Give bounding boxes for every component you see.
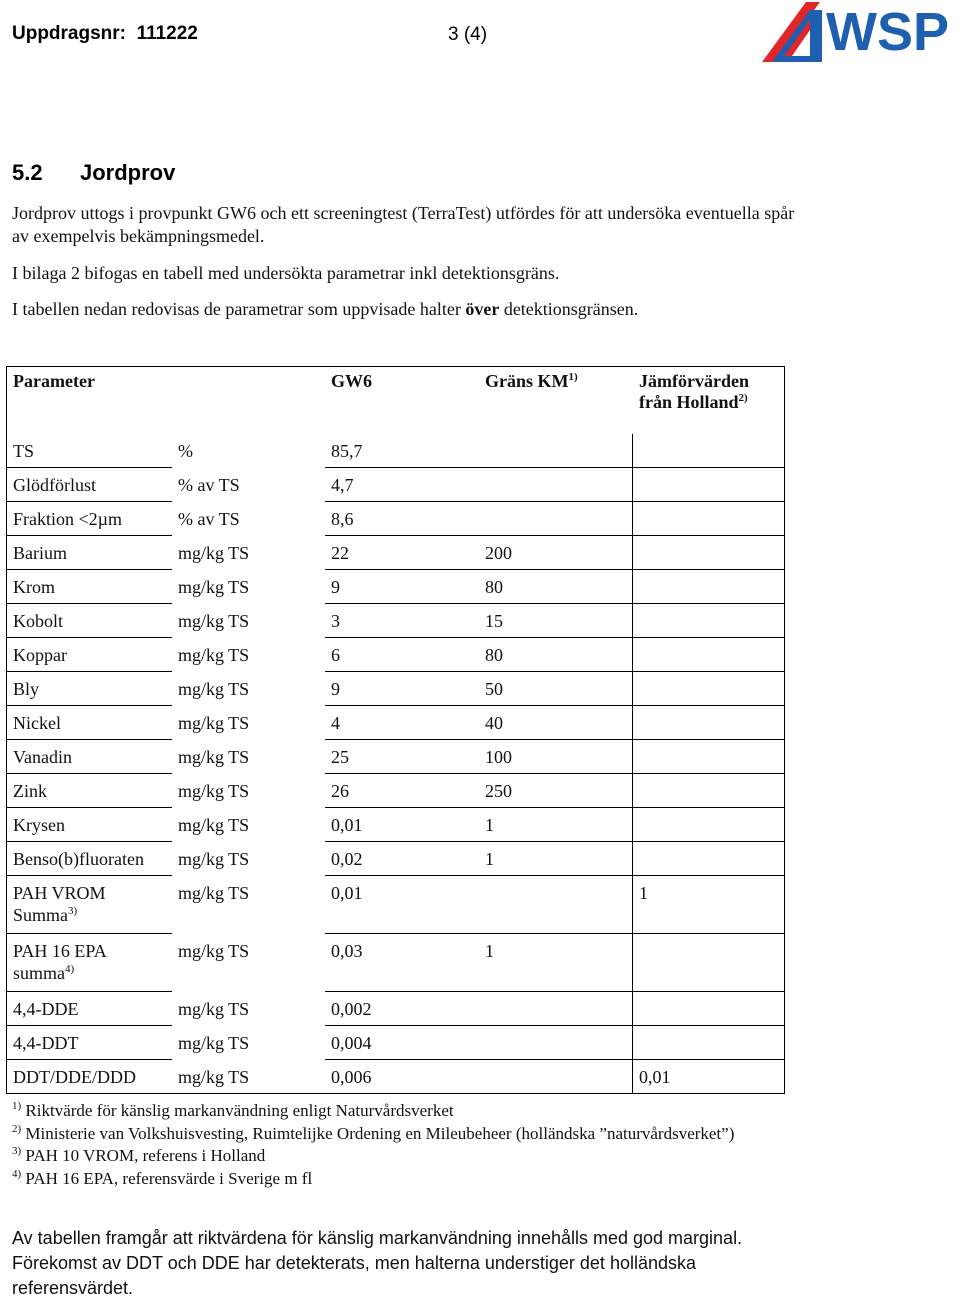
cell-unit <box>172 842 325 876</box>
cell-unit-text: % av TS <box>178 475 240 495</box>
cell-holland-text: 1 <box>639 883 648 903</box>
cell-grans-km <box>479 992 633 1026</box>
cell-gw6 <box>325 706 479 740</box>
cell-parameter-text: PAH VROM Summa <box>13 883 106 925</box>
intro-text-a: I tabellen nedan redovisas de parametrar som uppvisade halter <box>12 299 466 319</box>
cell-unit <box>172 434 325 468</box>
cell-unit <box>172 876 325 934</box>
cell-unit-text: mg/kg TS <box>178 543 250 563</box>
section-heading <box>12 160 175 186</box>
cell-gw6-text: 0,002 <box>331 999 372 1019</box>
cell-parameter-sup: 3) <box>68 905 78 917</box>
cell-unit-text: mg/kg TS <box>178 713 250 733</box>
cell-parameter-text: PAH 16 EPA summa <box>13 941 106 983</box>
cell-grans-km-text: 200 <box>485 543 512 563</box>
cell-gw6-text: 4,7 <box>331 475 354 495</box>
cell-gw6-text: 4 <box>331 713 340 733</box>
cell-parameter <box>7 434 172 468</box>
cell-unit-text: mg/kg TS <box>178 999 250 1019</box>
table-row <box>7 706 785 740</box>
header-grans-text: Gräns KM <box>485 371 569 391</box>
cell-gw6-text: 25 <box>331 747 349 767</box>
cell-parameter-text: 4,4-DDE <box>13 999 79 1019</box>
cell-parameter <box>7 1060 172 1094</box>
cell-grans-km <box>479 740 633 774</box>
cell-unit-text: mg/kg TS <box>178 577 250 597</box>
logo-text: WSP <box>826 2 950 62</box>
cell-unit-text: mg/kg TS <box>178 611 250 631</box>
cell-gw6 <box>325 740 479 774</box>
cell-parameter <box>7 604 172 638</box>
cell-unit <box>172 604 325 638</box>
cell-unit-text: mg/kg TS <box>178 815 250 835</box>
cell-holland <box>633 842 785 876</box>
cell-holland <box>633 468 785 502</box>
cell-grans-km <box>479 468 633 502</box>
cell-parameter <box>7 672 172 706</box>
cell-grans-km <box>479 672 633 706</box>
cell-unit-text: mg/kg TS <box>178 1033 250 1053</box>
cell-holland <box>633 536 785 570</box>
section-number: 5.2 <box>12 160 43 185</box>
cell-holland <box>633 604 785 638</box>
cell-parameter-text: Krysen <box>13 815 65 835</box>
cell-grans-km-text: 250 <box>485 781 512 801</box>
cell-gw6 <box>325 1060 479 1094</box>
cell-parameter <box>7 934 172 992</box>
cell-gw6 <box>325 468 479 502</box>
table-row <box>7 934 785 992</box>
cell-grans-km <box>479 934 633 992</box>
cell-unit <box>172 570 325 604</box>
cell-unit-text: % <box>178 441 193 461</box>
order-value: 111222 <box>136 23 198 44</box>
cell-grans-km <box>479 434 633 468</box>
table-row <box>7 468 785 502</box>
cell-parameter-sup: 4) <box>65 963 75 975</box>
cell-unit <box>172 992 325 1026</box>
logo-mark-icon <box>762 2 822 62</box>
cell-gw6-text: 26 <box>331 781 349 801</box>
cell-unit <box>172 502 325 536</box>
cell-parameter <box>7 536 172 570</box>
cell-grans-km-text: 50 <box>485 679 503 699</box>
footnote-text: PAH 10 VROM, referens i Holland <box>25 1146 266 1165</box>
cell-gw6 <box>325 842 479 876</box>
table-row <box>7 992 785 1026</box>
cell-unit <box>172 740 325 774</box>
cell-unit-text: mg/kg TS <box>178 781 250 801</box>
cell-holland <box>633 570 785 604</box>
cell-parameter <box>7 992 172 1026</box>
header-holland-text: Jämförvärden från Holland <box>639 371 749 412</box>
table-row <box>7 604 785 638</box>
cell-gw6 <box>325 536 479 570</box>
paragraph-sampling: Jordprov uttogs i provpunkt GW6 och ett screeningtest (TerraTest) utfördes för att undersöka eventuella spår av exempelvis bekämpningsmedel. <box>12 203 795 246</box>
cell-unit-text: mg/kg TS <box>178 679 250 699</box>
footnote-text: Ministerie van Volkshuisvesting, Ruimtelijke Ordening en Mileubeheer (holländska ”naturvårdsverket”) <box>25 1123 735 1143</box>
cell-grans-km <box>479 638 633 672</box>
cell-parameter <box>7 876 172 934</box>
cell-parameter <box>7 808 172 842</box>
table-row <box>7 570 785 604</box>
cell-gw6-text: 0,01 <box>331 883 363 903</box>
paragraph-table-intro <box>12 298 638 321</box>
cell-parameter <box>7 774 172 808</box>
footnote-mark: 4) <box>12 1167 22 1180</box>
cell-holland <box>633 1026 785 1060</box>
cell-gw6-text: 85,7 <box>331 441 363 461</box>
footnotes <box>12 1100 772 1190</box>
cell-holland <box>633 808 785 842</box>
paragraph-appendix: I bilaga 2 bifogas en tabell med undersökta parametrar inkl detektionsgräns. <box>12 263 560 283</box>
cell-gw6 <box>325 934 479 992</box>
cell-parameter-text: Glödförlust <box>13 475 96 495</box>
cell-grans-km <box>479 876 633 934</box>
cell-grans-km <box>479 570 633 604</box>
cell-grans-km <box>479 604 633 638</box>
header-grans-sup: 1) <box>568 371 578 383</box>
cell-gw6-text: 0,01 <box>331 815 363 835</box>
table-row <box>7 740 785 774</box>
table-row <box>7 672 785 706</box>
cell-unit <box>172 468 325 502</box>
cell-holland <box>633 992 785 1026</box>
cell-parameter <box>7 570 172 604</box>
header-parameter: Parameter <box>7 367 172 434</box>
footnote-mark: 3) <box>12 1145 22 1157</box>
cell-parameter-text: DDT/DDE/DDD <box>13 1067 136 1087</box>
cell-unit-text: mg/kg TS <box>178 941 250 961</box>
cell-unit <box>172 934 325 992</box>
cell-gw6-text: 9 <box>331 577 340 597</box>
table-row <box>7 842 785 876</box>
cell-unit <box>172 706 325 740</box>
cell-gw6 <box>325 1026 479 1060</box>
cell-parameter-text: Bly <box>13 679 40 699</box>
cell-parameter-text: 4,4-DDT <box>13 1033 79 1053</box>
cell-unit <box>172 1026 325 1060</box>
footnote-mark: 1) <box>12 1100 22 1112</box>
cell-gw6 <box>325 808 479 842</box>
cell-gw6-text: 22 <box>331 543 349 563</box>
cell-holland <box>633 502 785 536</box>
cell-parameter-text: Barium <box>13 543 67 563</box>
cell-holland <box>633 706 785 740</box>
cell-gw6 <box>325 502 479 536</box>
cell-holland <box>633 638 785 672</box>
cell-grans-km <box>479 502 633 536</box>
cell-grans-km-text: 100 <box>485 747 512 767</box>
footnote <box>12 1123 772 1146</box>
cell-gw6-text: 0,03 <box>331 941 363 961</box>
cell-unit-text: mg/kg TS <box>178 883 250 903</box>
cell-parameter <box>7 638 172 672</box>
footnote-mark: 2) <box>12 1122 22 1135</box>
cell-unit <box>172 536 325 570</box>
cell-gw6 <box>325 434 479 468</box>
page-header <box>0 0 960 72</box>
table-row <box>7 1060 785 1094</box>
table-row <box>7 808 785 842</box>
table-row <box>7 774 785 808</box>
cell-gw6 <box>325 570 479 604</box>
header-grans-km <box>479 367 633 434</box>
cell-parameter-text: TS <box>13 441 35 461</box>
cell-gw6 <box>325 774 479 808</box>
cell-holland <box>633 1060 785 1094</box>
cell-holland <box>633 740 785 774</box>
cell-gw6-text: 0,02 <box>331 849 363 869</box>
cell-gw6-text: 0,004 <box>331 1033 372 1053</box>
cell-parameter-text: Koppar <box>13 645 67 665</box>
page-number: 3 (4) <box>448 24 488 45</box>
cell-grans-km-text: 1 <box>485 849 494 869</box>
table-row <box>7 536 785 570</box>
cell-grans-km <box>479 808 633 842</box>
header-gw6: GW6 <box>325 367 479 434</box>
cell-grans-km-text: 15 <box>485 611 503 631</box>
cell-parameter <box>7 842 172 876</box>
cell-grans-km <box>479 1026 633 1060</box>
cell-grans-km <box>479 706 633 740</box>
section-title: Jordprov <box>80 160 176 185</box>
cell-holland <box>633 672 785 706</box>
table-header-row <box>7 367 785 434</box>
header-unit <box>172 367 325 434</box>
cell-parameter <box>7 740 172 774</box>
order-label: Uppdragsnr: <box>12 23 126 44</box>
cell-grans-km-text: 80 <box>485 577 503 597</box>
cell-gw6 <box>325 876 479 934</box>
cell-grans-km-text: 80 <box>485 645 503 665</box>
table-row <box>7 502 785 536</box>
footnote <box>12 1145 772 1168</box>
cell-unit-text: % av TS <box>178 509 240 529</box>
cell-holland-text: 0,01 <box>639 1067 671 1087</box>
cell-parameter-text: Zink <box>13 781 47 801</box>
cell-gw6-text: 3 <box>331 611 340 631</box>
cell-parameter-text: Krom <box>13 577 55 597</box>
cell-gw6-text: 0,006 <box>331 1067 372 1087</box>
wsp-logo <box>762 0 958 64</box>
cell-gw6 <box>325 992 479 1026</box>
conclusion-paragraph: Av tabellen framgår att riktvärdena för känslig markanvändning innehålls med god marginal. Förekomst av DDT och DDE har detekterats, men halterna understiger det holländska referensvärdet. <box>12 1228 743 1298</box>
table-row <box>7 638 785 672</box>
cell-unit-text: mg/kg TS <box>178 1067 250 1087</box>
cell-grans-km <box>479 842 633 876</box>
cell-unit <box>172 672 325 706</box>
table-row <box>7 876 785 934</box>
cell-grans-km-text: 1 <box>485 815 494 835</box>
footnote <box>12 1168 772 1191</box>
cell-unit <box>172 1060 325 1094</box>
intro-text-b: detektionsgränsen. <box>499 299 639 319</box>
cell-unit-text: mg/kg TS <box>178 849 250 869</box>
cell-parameter-text: Vanadin <box>13 747 72 767</box>
header-holland <box>633 367 785 434</box>
results-table <box>6 366 785 1094</box>
footnote-text: PAH 16 EPA, referensvärde i Sverige m fl <box>25 1168 313 1188</box>
cell-grans-km-text: 1 <box>485 941 494 961</box>
cell-parameter <box>7 1026 172 1060</box>
cell-grans-km <box>479 1060 633 1094</box>
cell-holland <box>633 774 785 808</box>
cell-parameter-text: Kobolt <box>13 611 64 631</box>
order-number <box>12 23 198 45</box>
cell-parameter-text: Benso(b)fluoraten <box>13 849 144 869</box>
cell-unit <box>172 774 325 808</box>
cell-unit <box>172 808 325 842</box>
cell-holland <box>633 876 785 934</box>
footnote <box>12 1100 772 1123</box>
table-row <box>7 434 785 468</box>
cell-grans-km-text: 40 <box>485 713 503 733</box>
cell-gw6 <box>325 638 479 672</box>
cell-parameter-text: Nickel <box>13 713 61 733</box>
cell-parameter-text: Fraktion <2µm <box>13 509 123 529</box>
header-holland-sup: 2) <box>738 392 748 404</box>
cell-gw6-text: 6 <box>331 645 340 665</box>
cell-grans-km <box>479 774 633 808</box>
intro-text-bold: över <box>465 299 500 319</box>
cell-gw6 <box>325 604 479 638</box>
cell-gw6 <box>325 672 479 706</box>
cell-parameter <box>7 502 172 536</box>
footnote-text: Riktvärde för känslig markanvändning enligt Naturvårdsverket <box>25 1101 454 1120</box>
cell-gw6-text: 8,6 <box>331 509 354 529</box>
cell-holland <box>633 934 785 992</box>
cell-grans-km <box>479 536 633 570</box>
cell-unit-text: mg/kg TS <box>178 747 250 767</box>
cell-unit-text: mg/kg TS <box>178 645 250 665</box>
cell-holland <box>633 434 785 468</box>
cell-unit <box>172 638 325 672</box>
table-row <box>7 1026 785 1060</box>
cell-parameter <box>7 706 172 740</box>
cell-gw6-text: 9 <box>331 679 340 699</box>
cell-parameter <box>7 468 172 502</box>
